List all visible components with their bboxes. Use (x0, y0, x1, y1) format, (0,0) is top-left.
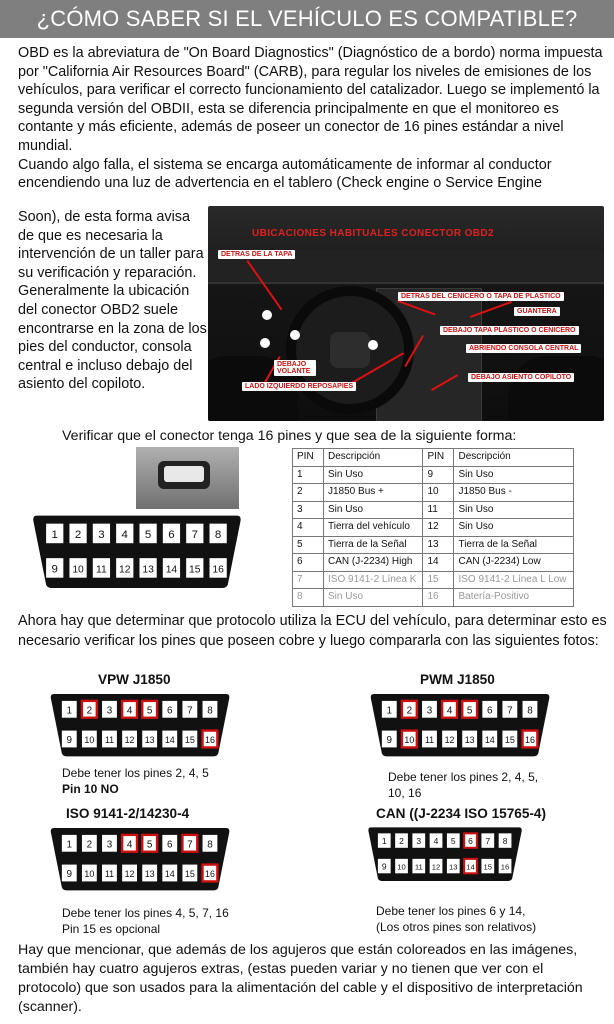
pin-table-cell: 8 (293, 589, 324, 607)
connector-photo (136, 447, 239, 509)
pin-table-cell: 5 (293, 536, 324, 554)
pin-table-cell: Tierra de la Señal (454, 536, 574, 554)
connector-pin-label: 2 (86, 839, 93, 851)
iso-note (62, 906, 229, 937)
connector-pin-label: 12 (431, 862, 441, 872)
connector-pin-3 (93, 524, 110, 544)
connector-pin-label: 1 (51, 529, 58, 542)
connector-svg (366, 824, 524, 884)
connector-pin-10 (69, 558, 86, 578)
connector-pin-label: 3 (98, 529, 105, 542)
connector-pin-14 (162, 865, 177, 882)
connector-pin-label: 12 (119, 564, 131, 576)
pin-table-cell: ISO 9141-2 Línea L Low (454, 571, 574, 589)
connector-pin-7 (502, 701, 517, 718)
dashboard-photo (208, 206, 604, 421)
pin-table-cell: 10 (423, 484, 454, 502)
connector-pin-6 (482, 701, 497, 718)
connector-pin-label: 4 (446, 705, 453, 717)
location-label: DETRAS DEL CENICERO O TAPA DE PLASTICO (398, 292, 564, 301)
connector-pin-label: 5 (450, 835, 456, 846)
connector-pin-12 (430, 859, 443, 873)
connector-pin-12 (116, 558, 133, 578)
pin-table-cell: 14 (423, 554, 454, 572)
pin-table-cell: Batería-Positivo (454, 589, 574, 607)
verify-text: Verificar que el conector tenga 16 pines y que sea de la siguiente forma: (62, 428, 517, 444)
can-label: CAN ((J-2234 ISO 15765-4) (376, 806, 546, 821)
connector-pin-label: 16 (205, 734, 215, 745)
connector-pin-9 (382, 731, 397, 748)
vpw-note-2: Pin 10 NO (62, 781, 119, 796)
connector-pin-label: 11 (96, 564, 107, 576)
connector-pin-label: 14 (484, 734, 495, 745)
connector-pin-label: 15 (504, 734, 515, 745)
connector-pin-3 (102, 835, 117, 852)
connector-pin-6 (163, 524, 180, 544)
iso-note-1: Debe tener los pines 4, 5, 7, 16 (62, 906, 229, 920)
pin-table-row (293, 571, 574, 589)
connector-pin-label: 6 (468, 835, 473, 846)
connector-pin-label: 14 (466, 862, 475, 872)
pin-table-cell: PIN (293, 449, 324, 467)
location-label: ABRIENDO CONSOLA CENTRAL (466, 344, 581, 353)
protocol-paragraph: Ahora hay que determinar que protocolo utiliza la ECU del vehículo, para determinar esto es necesario verificar los pines que poseen cobre y luego compararla con las siguientes fotos: (18, 613, 607, 649)
vpw-connector (48, 690, 232, 764)
connector-pin-12 (122, 731, 137, 748)
connector-svg (48, 824, 232, 893)
connector-pin-14 (163, 558, 180, 578)
connector-pin-9 (62, 731, 77, 748)
connector-pin-7 (182, 701, 197, 718)
connector-pin-1 (378, 833, 391, 847)
connector-pin-label: 11 (104, 734, 115, 745)
connector-pin-label: 10 (404, 734, 415, 745)
connector-pin-label: 6 (167, 839, 173, 851)
connector-pin-label: 8 (207, 839, 213, 851)
connector-pin-8 (523, 701, 538, 718)
connector-pin-label: 1 (381, 835, 387, 846)
pin-table-cell: 13 (423, 536, 454, 554)
pin-table-row (293, 501, 574, 519)
connector-pin-label: 5 (144, 529, 152, 542)
connector-pin-5 (142, 701, 157, 718)
connector-pin-label: 13 (144, 734, 155, 745)
connector-pin-4 (442, 701, 457, 718)
iso-label: ISO 9141-2/14230-4 (66, 806, 190, 821)
connector-pin-label: 3 (426, 705, 433, 717)
connector-pin-16 (523, 731, 538, 748)
location-paragraph: Soon), de esta forma avisa de que es necesaria la intervención de un taller para su verificación y reparación. Generalmente la ubicación del conector OBD2 suele encontrarse en la zona de los pies del conductor, consola central e incluso debajo del asiento del copiloto. (18, 209, 207, 393)
connector-pin-label: 4 (121, 529, 128, 542)
connector-pin-1 (62, 701, 77, 718)
connector-pin-7 (182, 835, 197, 852)
pin-table-cell: Sin Uso (324, 589, 423, 607)
pin-table-cell: 15 (423, 571, 454, 589)
connector-pins-shape (164, 466, 204, 482)
can-connector (366, 824, 524, 889)
connector-pin-10 (402, 731, 417, 748)
connector-pin-label: 10 (72, 564, 84, 576)
connector-pin-2 (82, 835, 97, 852)
connector-pin-label: 4 (433, 835, 439, 846)
connector-pin-8 (210, 524, 227, 544)
connector-pin-label: 7 (485, 835, 491, 846)
pwm-label: PWM J1850 (420, 672, 495, 687)
connector-pin-11 (102, 865, 117, 882)
connector-pin-16 (210, 558, 227, 578)
connector-pin-15 (502, 731, 517, 748)
connector-pin-label: 11 (104, 868, 115, 879)
connector-pin-label: 5 (146, 839, 153, 851)
pin-table-cell: 16 (423, 589, 454, 607)
connector-pin-2 (82, 701, 97, 718)
pin-table-row (293, 519, 574, 537)
connector-pin-4 (116, 524, 133, 544)
connector-pin-13 (462, 731, 477, 748)
pwm-note-2: 10, 16 (388, 785, 422, 800)
pin-table-row (293, 536, 574, 554)
connector-pin-label: 15 (184, 734, 195, 745)
connector-pin-label: 6 (168, 529, 175, 542)
connector-pin-9 (378, 859, 391, 873)
connector-pin-label: 8 (214, 529, 222, 542)
connector-pin-3 (422, 701, 437, 718)
connector-pin-2 (69, 524, 86, 544)
connector-pin-2 (395, 833, 408, 847)
pwm-connector (368, 690, 552, 764)
connector-pin-1 (382, 701, 397, 718)
connector-pin-5 (139, 524, 156, 544)
connector-pin-12 (122, 865, 137, 882)
pin-table-row (293, 466, 574, 484)
passenger-seat-shape (508, 356, 604, 421)
connector-pin-label: 13 (142, 564, 154, 576)
connector-pin-label: 14 (164, 734, 175, 745)
location-label: GUANTERA (514, 307, 560, 316)
connector-pin-14 (162, 731, 177, 748)
pin-table-cell: 6 (293, 554, 324, 572)
photo-title: UBICACIONES HABITUALES CONECTOR OBD2 (252, 228, 495, 239)
connector-pin-label: 9 (381, 861, 387, 872)
connector-pin-label: 13 (144, 868, 155, 879)
connector-pin-label: 15 (483, 862, 493, 872)
connector-svg (48, 690, 232, 759)
connector-pin-label: 2 (86, 705, 93, 717)
connector-pin-label: 2 (399, 835, 404, 846)
connector-pin-14 (482, 731, 497, 748)
connector-pin-16 (203, 731, 218, 748)
connector-pin-1 (46, 524, 63, 544)
connector-pin-label: 13 (464, 734, 475, 745)
pin-table-cell: Tierra de la Señal (324, 536, 423, 554)
pin-table-cell: Tierra del vehículo (324, 519, 423, 537)
location-marker (260, 338, 270, 348)
connector-pin-13 (142, 865, 157, 882)
final-paragraph: Hay que mencionar, que además de los agujeros que están coloreados en las imágenes, también hay cuatro agujeros extras, (estas pueden variar y no tienen que ver con el protocolo) que son usados para la alimentación del cable y el dispositivo de interpretación (scanner). (18, 942, 583, 1015)
connector-pin-label: 1 (386, 705, 393, 717)
connector-pin-11 (93, 558, 110, 578)
pin-table-cell: 7 (293, 571, 324, 589)
connector-pin-9 (62, 865, 77, 882)
connector-pin-label: 1 (66, 839, 73, 851)
pin-table-cell: Descripción (324, 449, 423, 467)
pin-table-cell: CAN (J-2234) High (324, 554, 423, 572)
pin-table-cell: ISO 9141-2 Línea K (324, 571, 423, 589)
connector-pin-11 (412, 859, 425, 873)
connector-svg (368, 690, 552, 759)
intro-paragraph (18, 44, 608, 193)
pin-table-cell: Sin Uso (324, 466, 423, 484)
connector-pin-label: 5 (466, 705, 473, 717)
location-marker (290, 330, 300, 340)
connector-pin-label: 9 (386, 734, 393, 746)
pin-table (292, 448, 574, 607)
connector-pin-label: 3 (106, 705, 113, 717)
connector-pin-label: 16 (212, 564, 224, 576)
vpw-note (62, 766, 209, 797)
connector-pin-8 (203, 835, 218, 852)
connector-pin-label: 7 (507, 705, 513, 717)
pin-table-cell: 9 (423, 466, 454, 484)
location-label: LADO IZQUIERDO REPOSAPIES (242, 382, 356, 391)
connector-pin-6 (162, 835, 177, 852)
connector-pin-label: 8 (207, 705, 213, 717)
connector-pin-16 (203, 865, 218, 882)
connector-pin-label: 14 (164, 868, 175, 879)
connector-pin-label: 9 (51, 563, 58, 576)
connector-pin-label: 7 (191, 529, 198, 542)
pin-table-cell: 11 (423, 501, 454, 519)
iso-note-2: Pin 15 es opcional (62, 921, 161, 936)
connector-pin-10 (82, 731, 97, 748)
connector-pin-label: 10 (397, 862, 406, 872)
connector-pin-label: 12 (444, 734, 455, 745)
vpw-note-1: Debe tener los pines 2, 4, 5 (62, 766, 209, 780)
connector-pin-label: 9 (66, 734, 73, 746)
pin-table-row (293, 554, 574, 572)
pin-table-cell: J1850 Bus + (324, 484, 423, 502)
connector-pin-label: 12 (124, 734, 135, 745)
pin-table-cell: 2 (293, 484, 324, 502)
location-label: DEBAJO VOLANTE (274, 360, 316, 376)
can-note-2: (Los otros pines son relativos) (376, 919, 537, 934)
connector-pin-label: 1 (66, 705, 73, 717)
connector-pin-13 (139, 558, 156, 578)
can-note-1: Debe tener los pines 6 y 14, (376, 904, 526, 918)
pin-table-header (293, 449, 574, 467)
connector-pin-label: 2 (74, 529, 82, 542)
connector-pin-label: 8 (502, 835, 508, 846)
connector-pin-4 (122, 835, 137, 852)
connector-pin-label: 15 (184, 868, 195, 879)
connector-pin-label: 11 (424, 734, 435, 745)
connector-pin-11 (422, 731, 437, 748)
connector-pin-15 (182, 865, 197, 882)
connector-pin-label: 14 (165, 564, 178, 576)
pin-table-row (293, 589, 574, 607)
connector-pin-5 (462, 701, 477, 718)
connector-pin-8 (203, 701, 218, 718)
reference-connector (30, 511, 244, 597)
pin-table-row (293, 484, 574, 502)
connector-pin-5 (447, 833, 460, 847)
connector-pin-7 (481, 833, 494, 847)
intro-text-2: Cuando algo falla, el sistema se encarga automáticamente de informar al conductor encendiendo una luz de advertencia en el tablero (Check engine o Service Engine (18, 156, 552, 192)
connector-pin-9 (46, 558, 63, 578)
connector-pin-label: 16 (500, 862, 510, 872)
location-marker (368, 340, 378, 350)
connector-pin-label: 9 (66, 868, 73, 880)
connector-pin-15 (182, 731, 197, 748)
connector-pin-10 (82, 865, 97, 882)
pwm-note (388, 770, 538, 801)
connector-pin-10 (395, 859, 408, 873)
connector-pin-4 (430, 833, 443, 847)
connector-pin-label: 6 (487, 705, 493, 717)
pin-table-cell: PIN (423, 449, 454, 467)
connector-pin-label: 10 (84, 868, 95, 879)
connector-pin-16 (499, 859, 512, 873)
pin-table-cell: Sin Uso (454, 466, 574, 484)
connector-pin-2 (402, 701, 417, 718)
connector-pin-8 (499, 833, 512, 847)
connector-pin-6 (464, 833, 477, 847)
connector-pin-label: 12 (124, 868, 135, 879)
connector-pin-4 (122, 701, 137, 718)
connector-pin-label: 5 (146, 705, 153, 717)
location-marker (262, 310, 272, 320)
connector-pin-label: 3 (106, 839, 113, 851)
connector-pin-1 (62, 835, 77, 852)
connector-pin-label: 8 (527, 705, 533, 717)
connector-pin-14 (464, 859, 477, 873)
connector-pin-11 (102, 731, 117, 748)
connector-pin-label: 7 (187, 839, 193, 851)
connector-pin-15 (481, 859, 494, 873)
connector-pin-label: 11 (414, 862, 423, 872)
steering-hub-shape (330, 332, 370, 368)
pin-table-cell: 4 (293, 519, 324, 537)
connector-pin-label: 2 (406, 705, 413, 717)
connector-pin-5 (142, 835, 157, 852)
connector-pin-label: 16 (525, 734, 535, 745)
connector-svg (30, 511, 244, 592)
connector-pin-15 (186, 558, 203, 578)
can-note (376, 904, 536, 935)
connector-pin-12 (442, 731, 457, 748)
connector-pin-label: 4 (126, 839, 133, 851)
pin-table-cell: 12 (423, 519, 454, 537)
pin-table-cell: J1850 Bus - (454, 484, 574, 502)
pin-table-cell: Sin Uso (454, 501, 574, 519)
pin-table-cell: 1 (293, 466, 324, 484)
connector-pin-label: 6 (167, 705, 173, 717)
connector-pin-3 (412, 833, 425, 847)
pwm-note-1: Debe tener los pines 2, 4, 5, (388, 770, 539, 784)
connector-pin-13 (447, 859, 460, 873)
pin-table-cell: CAN (J-2234) Low (454, 554, 574, 572)
pin-table-cell: Sin Uso (324, 501, 423, 519)
connector-pin-6 (162, 701, 177, 718)
location-label: DEBAJO ASIENTO COPILOTO (468, 373, 574, 382)
connector-pin-label: 16 (205, 868, 215, 879)
connector-pin-label: 7 (187, 705, 193, 717)
page-title: ¿CÓMO SABER SI EL VEHÍCULO ES COMPATIBLE? (0, 0, 614, 38)
location-label: DEBAJO TAPA PLASTICO O CENICERO (440, 326, 579, 335)
connector-pin-label: 4 (126, 705, 133, 717)
location-label: DETRAS DE LA TAPA (218, 250, 295, 259)
pin-table-cell: Descripción (454, 449, 574, 467)
connector-pin-13 (142, 731, 157, 748)
connector-pin-7 (186, 524, 203, 544)
vpw-label: VPW J1850 (98, 672, 171, 687)
connector-pin-label: 10 (84, 734, 95, 745)
intro-text: OBD es la abreviatura de "On Board Diagnostics" (Diagnóstico de a bordo) norma impuesta por "California Air Resources Board" (CARB), para regular los niveles de emisiones de los vehículos, para verificar el correcto funcionamiento del catalizador. Luego se implementó la segunda versión del OBDII, esta se diferencia principalmente en que el monitoreo es contante y más eficiente, además de poseer un conector de 16 pines estándar a nivel mundial. (18, 45, 603, 154)
iso-connector (48, 824, 232, 898)
connector-pin-label: 3 (416, 835, 422, 846)
connector-pin-label: 15 (189, 564, 201, 576)
pin-table-cell: Sin Uso (454, 519, 574, 537)
connector-pin-label: 13 (449, 862, 458, 872)
connector-pin-3 (102, 701, 117, 718)
pin-table-cell: 3 (293, 501, 324, 519)
